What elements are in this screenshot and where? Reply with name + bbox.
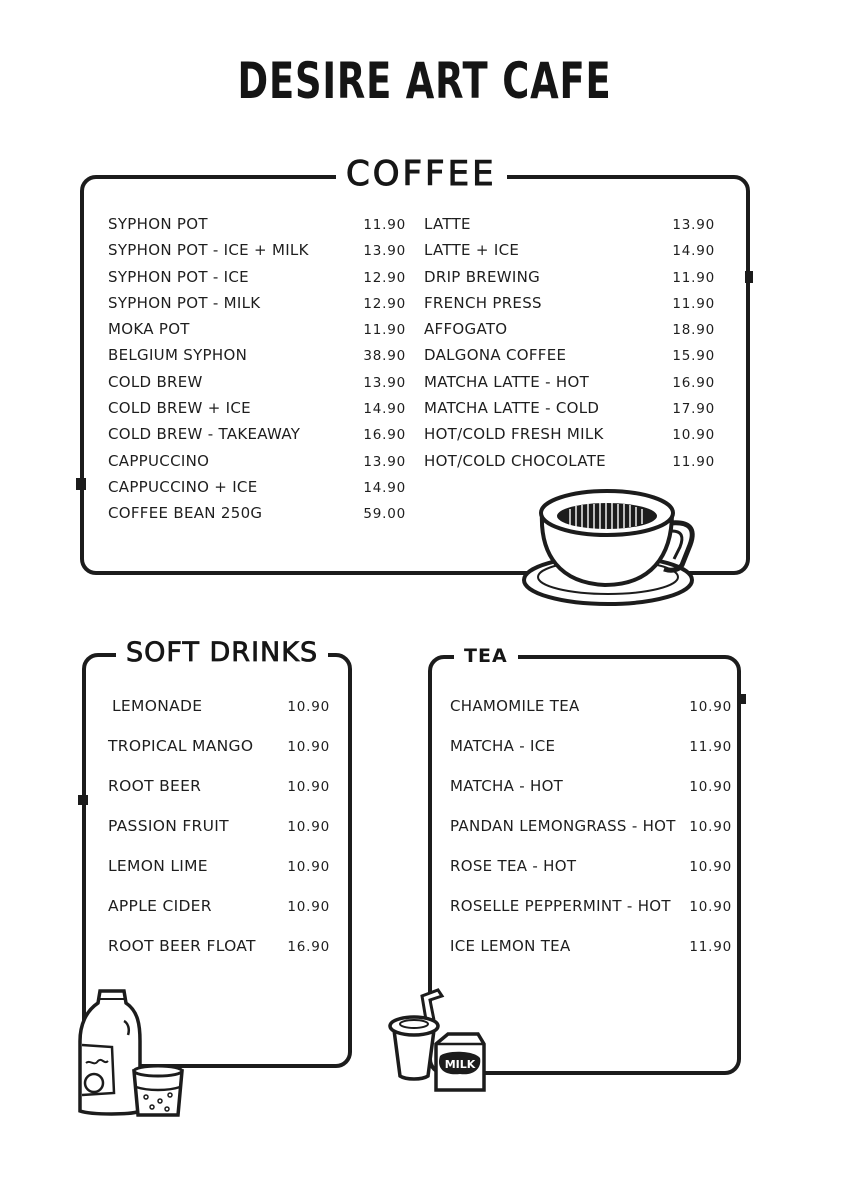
soft-drinks-heading: SOFT DRINKS (116, 639, 328, 666)
item-price: 59.00 (363, 506, 406, 523)
item-price: 38.90 (363, 348, 406, 365)
menu-item (108, 697, 330, 737)
item-price: 11.90 (672, 269, 715, 286)
tea-list (450, 697, 732, 977)
menu-item (108, 320, 406, 346)
menu-item (108, 399, 406, 425)
item-name: CHAMOMILE TEA (450, 697, 580, 715)
item-price: 10.90 (287, 739, 330, 755)
item-price: 13.90 (363, 453, 406, 470)
item-name: MOKA POT (108, 320, 190, 339)
item-price: 10.90 (689, 819, 732, 835)
menu-item (424, 399, 715, 425)
item-name: PANDAN LEMONGRASS - HOT (450, 817, 676, 835)
item-name: ICE LEMON TEA (450, 937, 571, 955)
item-name: COLD BREW (108, 372, 203, 391)
coffee-list-right (424, 215, 715, 478)
item-name: DALGONA COFFEE (424, 346, 567, 365)
item-name: FRENCH PRESS (424, 293, 542, 312)
menu-item (108, 373, 406, 399)
tea-heading: TEA (454, 647, 518, 666)
menu-item (424, 215, 715, 241)
menu-item (108, 268, 406, 294)
item-price: 10.90 (672, 427, 715, 444)
item-name: COLD BREW - TAKEAWAY (108, 425, 301, 444)
item-name: LEMON LIME (108, 857, 208, 875)
menu-item (450, 817, 732, 857)
item-name: BELGIUM SYPHON (108, 346, 248, 365)
item-name: LATTE + ICE (424, 241, 520, 260)
menu-item (424, 346, 715, 372)
border-tick (738, 694, 746, 704)
item-name: ROSELLE PEPPERMINT - HOT (450, 897, 671, 915)
item-name: SYPHON POT - ICE + MILK (108, 241, 309, 260)
item-name: TROPICAL MANGO (108, 737, 254, 755)
menu-item (108, 504, 406, 530)
coffee-heading: COFFEE (336, 157, 507, 191)
item-price: 16.90 (672, 374, 715, 391)
item-name: COFFEE BEAN 250G (108, 504, 263, 523)
item-price: 11.90 (672, 295, 715, 312)
item-name: ROOT BEER FLOAT (108, 937, 256, 955)
item-price: 13.90 (672, 217, 715, 233)
menu-item (108, 294, 406, 320)
item-name: CAPPUCCINO (108, 451, 210, 470)
item-price: 15.90 (672, 348, 715, 365)
item-name: APPLE CIDER (108, 897, 212, 915)
item-price: 16.90 (363, 427, 406, 444)
menu-item (424, 320, 715, 346)
item-price: 11.90 (672, 453, 715, 470)
menu-item (108, 346, 406, 372)
menu-item (108, 241, 406, 267)
menu-item (424, 294, 715, 320)
item-price: 10.90 (689, 779, 732, 795)
item-price: 14.90 (363, 401, 406, 418)
item-name: ROSE TEA - HOT (450, 857, 577, 875)
item-name: AFFOGATO (424, 320, 508, 339)
menu-item (108, 897, 330, 937)
menu-item (424, 268, 715, 294)
item-price: 10.90 (287, 699, 330, 715)
item-price: 11.90 (363, 322, 406, 339)
item-price: 18.90 (672, 322, 715, 339)
menu-item (108, 215, 406, 241)
menu-item (450, 697, 732, 737)
menu-item (108, 857, 330, 897)
soda-and-milk-icon (386, 982, 496, 1097)
item-price: 10.90 (287, 779, 330, 795)
item-price: 14.90 (672, 243, 715, 260)
item-name: SYPHON POT - ICE (108, 267, 249, 286)
milk-label: MILK (444, 1058, 476, 1071)
item-price: 11.90 (689, 939, 732, 955)
menu-item (450, 897, 732, 937)
border-tick (76, 478, 86, 490)
coffee-list-left (108, 215, 406, 531)
item-name: MATCHA LATTE - HOT (424, 372, 590, 391)
menu-item (424, 425, 715, 451)
item-name: ROOT BEER (108, 777, 202, 795)
item-price: 13.90 (363, 374, 406, 391)
item-price: 12.90 (363, 295, 406, 312)
border-tick (78, 795, 88, 805)
item-price: 11.90 (689, 739, 732, 755)
menu-item (424, 241, 715, 267)
item-price: 10.90 (689, 859, 732, 875)
item-name: PASSION FRUIT (108, 817, 229, 835)
item-price: 13.90 (363, 243, 406, 260)
item-price: 11.90 (363, 217, 406, 233)
item-price: 14.90 (363, 479, 406, 496)
menu-item (108, 737, 330, 777)
menu-item (424, 452, 715, 478)
item-price: 10.90 (287, 819, 330, 835)
menu-item (108, 425, 406, 451)
coffee-cup-icon (520, 485, 700, 610)
item-name: MATCHA - ICE (450, 737, 556, 755)
border-tick (745, 271, 753, 283)
item-name: HOT/COLD CHOCOLATE (424, 451, 606, 470)
item-name: LEMONADE (112, 697, 203, 715)
item-name: SYPHON POT (108, 215, 208, 233)
cafe-title: DESIRE ART CAFE (237, 52, 612, 110)
item-name: CAPPUCCINO + ICE (108, 477, 258, 496)
menu-item (108, 452, 406, 478)
menu-item (108, 817, 330, 857)
item-price: 10.90 (689, 899, 732, 915)
menu-item (108, 777, 330, 817)
item-name: SYPHON POT - MILK (108, 293, 261, 312)
item-name: MATCHA LATTE - COLD (424, 399, 600, 418)
menu-item (424, 373, 715, 399)
item-name: LATTE (424, 215, 471, 233)
menu-item (450, 857, 732, 897)
menu-item (450, 937, 732, 977)
item-price: 16.90 (287, 939, 330, 955)
menu-item (450, 777, 732, 817)
item-name: MATCHA - HOT (450, 777, 564, 795)
item-name: COLD BREW + ICE (108, 399, 251, 418)
item-name: HOT/COLD FRESH MILK (424, 425, 604, 444)
item-price: 10.90 (287, 899, 330, 915)
item-price: 12.90 (363, 269, 406, 286)
item-price: 17.90 (672, 401, 715, 418)
menu-item (108, 478, 406, 504)
juice-bottle-icon (72, 985, 192, 1120)
item-name: DRIP BREWING (424, 267, 541, 286)
item-price: 10.90 (689, 699, 732, 715)
soft-drinks-list (108, 697, 330, 977)
menu-item (450, 737, 732, 777)
menu-item (108, 937, 330, 977)
item-price: 10.90 (287, 859, 330, 875)
